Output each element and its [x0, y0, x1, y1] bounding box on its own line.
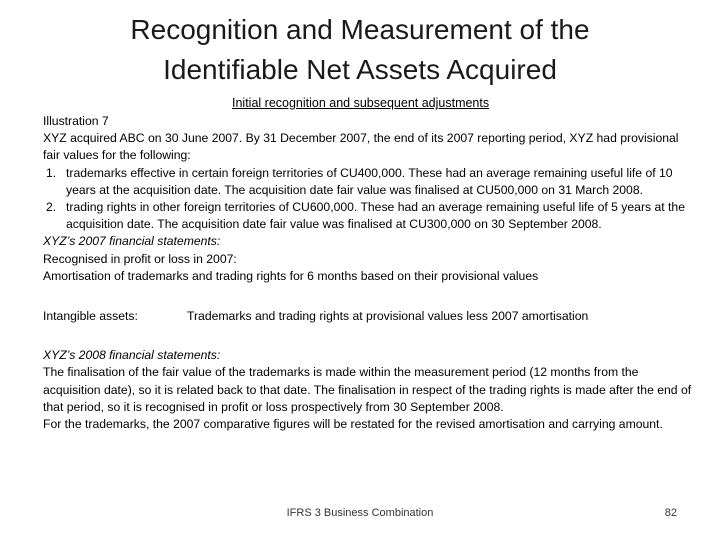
fs-2008-paragraph-1: The finalisation of the fair value of the trademarks is made within the measurement period (12 months from the acquisition date), so it is related back to that date. The finalisation in respect of the trading rights is made after the end of that period, so it is recognised in profit or loss prospectively from 30 September 2008.: [43, 365, 692, 414]
footer-text: IFRS 3 Business Combination: [286, 507, 434, 519]
slide-title-line-2: Identifiable Net Assets Acquired: [163, 54, 557, 85]
list-item-number: 2.: [46, 200, 57, 215]
list-item: [43, 199, 693, 233]
intro-paragraph: XYZ acquired ABC on 30 June 2007. By 31 December 2007, the end of its 2007 reporting period, XYZ had provisional fair values for the following:: [43, 131, 679, 163]
fs-2007-amortisation: Amortisation of trademarks and trading rights for 6 months based on their provisional values: [43, 268, 539, 283]
spacer: [43, 325, 693, 347]
intangible-assets-value: Trademarks and trading rights at provisional values less 2007 amortisation: [187, 309, 589, 324]
list-item: [43, 165, 693, 199]
intangible-assets-label: Intangible assets:: [43, 309, 138, 324]
slide-subtitle: Initial recognition and subsequent adjustments: [232, 96, 490, 110]
list-item-text: trading rights in other foreign territories of CU600,000. These had an average remaining useful life of 5 years at the acquisition date. The acquisition date fair value was finalised at CU300,000 on 30 September 2008.: [66, 200, 685, 232]
fs-2008-paragraph-2: For the trademarks, the 2007 comparative figures will be restated for the revised amortisation and carrying amount.: [43, 417, 663, 432]
intangible-assets-row: [43, 308, 693, 325]
list-item-number: 1.: [46, 165, 57, 180]
slide-body: [43, 113, 693, 433]
illustration-label: Illustration 7: [43, 114, 109, 128]
provisional-values-list: [43, 165, 693, 234]
list-item-text: trademarks effective in certain foreign territories of CU400,000. These had an average remaining useful life of 10 years at the acquisition date. The acquisition date fair value was finalised at CU500,000 on 31 March 2008.: [66, 165, 673, 197]
page-number: 82: [664, 507, 677, 519]
fs-2007-recognised: Recognised in profit or loss in 2007:: [43, 251, 237, 266]
fs-2008-heading: XYZ’s 2008 financial statements:: [43, 348, 221, 363]
fs-2007-heading: XYZ’s 2007 financial statements:: [43, 234, 221, 249]
spacer: [43, 285, 693, 308]
slide-title-line-1: Recognition and Measurement of the: [130, 14, 590, 45]
slide-title: [60, 10, 660, 90]
